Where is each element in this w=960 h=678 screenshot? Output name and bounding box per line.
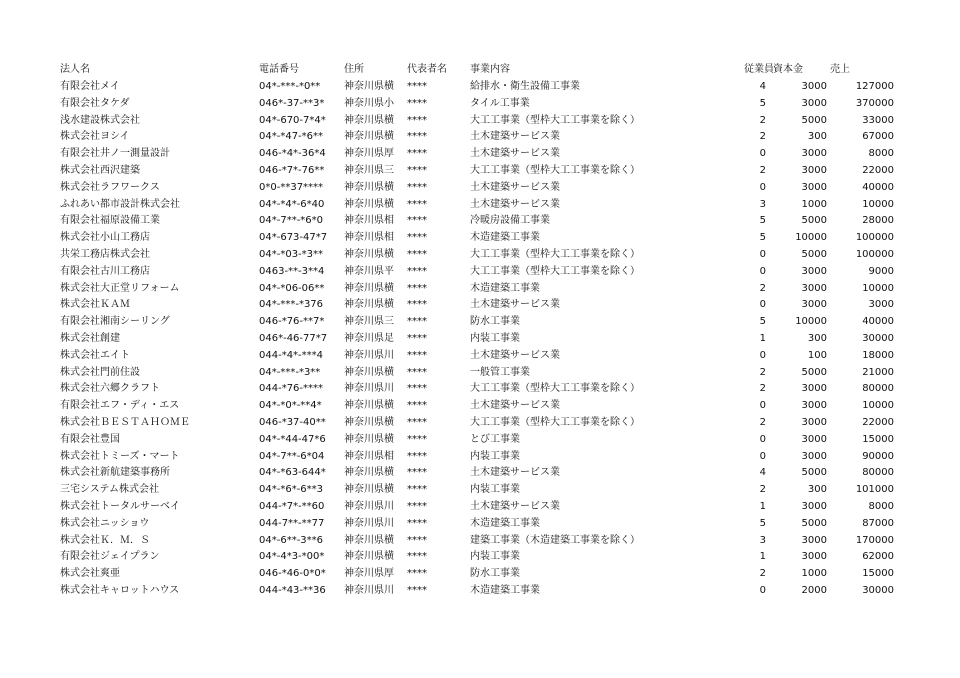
representative-cell: **** xyxy=(407,501,427,512)
address-cell: 神奈川県横 xyxy=(344,484,394,496)
representative-cell: **** xyxy=(407,165,427,176)
table-row xyxy=(0,380,960,397)
sales-cell: 30000 xyxy=(862,333,894,344)
employees-cell: 5 xyxy=(759,215,766,227)
address-cell: 神奈川県横 xyxy=(344,417,394,428)
table-row xyxy=(0,582,960,599)
company-name-cell: 三宅システム株式会社 xyxy=(60,484,159,496)
address-cell: 神奈川県川 xyxy=(344,349,394,361)
business-cell: タイル工事業 xyxy=(470,97,530,109)
table-row xyxy=(0,128,960,145)
business-cell: 内装工事業 xyxy=(470,484,520,496)
capital-cell: 1000 xyxy=(801,568,827,580)
capital-cell: 3000 xyxy=(801,551,827,563)
company-name-cell: 株式会社創建 xyxy=(60,333,120,344)
sales-cell: 22000 xyxy=(862,165,894,176)
company-name-cell: 株式会社西沢建築 xyxy=(60,165,140,176)
employees-cell: 2 xyxy=(759,131,766,143)
company-name-cell: 株式会社ＫＡＭ xyxy=(60,299,130,311)
table-row xyxy=(0,296,960,313)
sales-cell: 90000 xyxy=(862,450,894,462)
company-name-cell: 有限会社湘南シーリング xyxy=(60,316,170,328)
capital-cell: 3000 xyxy=(801,400,827,412)
company-name-cell: 株式会社トータルサーベイ xyxy=(60,501,180,512)
sales-cell: 127000 xyxy=(855,81,894,92)
tel-cell: 044-7**-**77 xyxy=(259,517,325,529)
capital-cell: 3000 xyxy=(801,265,827,277)
capital-cell: 3000 xyxy=(801,534,827,546)
table-row xyxy=(0,280,960,297)
address-cell: 神奈川県横 xyxy=(344,433,394,445)
header-capital: 資本金 xyxy=(773,64,803,75)
header-business: 事業内容 xyxy=(470,64,510,75)
employees-cell: 4 xyxy=(759,467,766,479)
representative-cell: **** xyxy=(407,114,427,126)
capital-cell: 3000 xyxy=(801,181,827,193)
tel-cell: 04*-*03-*3** xyxy=(259,249,324,260)
tel-cell: 04*-*47-*6** xyxy=(259,131,324,143)
employees-cell: 3 xyxy=(759,198,766,210)
sales-cell: 30000 xyxy=(862,585,894,596)
sales-cell: 15000 xyxy=(862,433,894,445)
capital-cell: 10000 xyxy=(795,316,827,328)
company-name-cell: 株式会社キャロットハウス xyxy=(60,585,180,596)
address-cell: 神奈川県横 xyxy=(344,181,394,193)
company-name-cell: 株式会社ＢＥＳＴＡＨＯＭＥ xyxy=(60,417,190,428)
tel-cell: 04*-7**-*6*0 xyxy=(259,215,324,227)
business-cell: 大工工事業（型枠大工工事業を除く） xyxy=(470,114,640,126)
business-cell: 防水工事業 xyxy=(470,316,520,328)
table-row xyxy=(0,515,960,532)
table-row xyxy=(0,397,960,414)
tel-cell: 04*-*63-644* xyxy=(259,467,326,479)
business-cell: 土木建築サービス業 xyxy=(470,501,560,512)
company-name-cell: 有限会社豊国 xyxy=(60,433,120,445)
table-row xyxy=(0,481,960,498)
tel-cell: 04*-*44-47*6 xyxy=(259,433,326,445)
tel-cell: 04*-*06-06** xyxy=(259,282,325,294)
business-cell: 防水工事業 xyxy=(470,568,520,580)
business-cell: 一般管工事業 xyxy=(470,366,530,378)
tel-cell: 044-*7*-**60 xyxy=(259,501,325,512)
tel-cell: 04*-***-*376 xyxy=(259,299,324,311)
business-cell: 土木建築サービス業 xyxy=(470,299,560,311)
company-name-cell: 株式会社ヨシイ xyxy=(60,131,130,143)
company-name-cell: 株式会社ラフワークス xyxy=(60,181,160,193)
sales-cell: 80000 xyxy=(862,383,894,395)
sales-cell: 15000 xyxy=(862,568,894,580)
business-cell: 木造建築工事業 xyxy=(470,517,540,529)
representative-cell: **** xyxy=(407,433,427,445)
representative-cell: **** xyxy=(407,333,427,344)
company-name-cell: 株式会社大正堂リフォーム xyxy=(60,282,180,294)
representative-cell: **** xyxy=(407,349,427,361)
address-cell: 神奈川県横 xyxy=(344,299,394,311)
address-cell: 神奈川県横 xyxy=(344,467,394,479)
sales-cell: 80000 xyxy=(862,467,894,479)
representative-cell: **** xyxy=(407,97,427,109)
company-name-cell: 有限会社メイ xyxy=(60,81,120,92)
representative-cell: **** xyxy=(407,400,427,412)
table-row xyxy=(0,330,960,347)
sales-cell: 33000 xyxy=(862,114,894,126)
employees-cell: 0 xyxy=(759,585,766,596)
sales-cell: 8000 xyxy=(868,148,894,160)
capital-cell: 3000 xyxy=(801,282,827,294)
company-name-cell: 浅水建設株式会社 xyxy=(60,114,140,126)
business-cell: 土木建築サービス業 xyxy=(470,181,560,193)
employees-cell: 3 xyxy=(759,534,766,546)
tel-cell: 0*0-**37**** xyxy=(259,181,324,193)
employees-cell: 2 xyxy=(759,383,766,395)
table-row xyxy=(0,532,960,549)
representative-cell: **** xyxy=(407,148,427,160)
address-cell: 神奈川県横 xyxy=(344,282,394,294)
capital-cell: 300 xyxy=(807,333,827,344)
table-row xyxy=(0,196,960,213)
header-employees: 従業員 xyxy=(744,64,774,75)
tel-cell: 044-*76-**** xyxy=(259,383,324,395)
capital-cell: 5000 xyxy=(801,114,827,126)
tel-cell: 046*-37-**3* xyxy=(259,97,325,109)
table-row xyxy=(0,364,960,381)
sales-cell: 370000 xyxy=(855,97,894,109)
representative-cell: **** xyxy=(407,568,427,580)
representative-cell: **** xyxy=(407,265,427,277)
company-name-cell: 株式会社新航建築事務所 xyxy=(60,467,170,479)
tel-cell: 04*-670-7*4* xyxy=(259,114,326,126)
table-row xyxy=(0,179,960,196)
business-cell: 大工工事業（型枠大工工事業を除く） xyxy=(470,165,640,176)
capital-cell: 5000 xyxy=(801,249,827,260)
tel-cell: 044-*43-**36 xyxy=(259,585,326,596)
business-cell: 土木建築サービス業 xyxy=(470,198,560,210)
business-cell: 内装工事業 xyxy=(470,551,520,563)
representative-cell: **** xyxy=(407,585,427,596)
company-name-cell: 有限会社古川工務店 xyxy=(60,265,150,277)
tel-cell: 04*-***-*3** xyxy=(259,366,321,378)
representative-cell: **** xyxy=(407,450,427,462)
table-row xyxy=(0,112,960,129)
sales-cell: 8000 xyxy=(868,501,894,512)
capital-cell: 3000 xyxy=(801,165,827,176)
company-name-cell: 有限会社タケダ xyxy=(60,97,130,109)
representative-cell: **** xyxy=(407,467,427,479)
table-row xyxy=(0,229,960,246)
sales-cell: 67000 xyxy=(862,131,894,143)
company-name-cell: 株式会社エイト xyxy=(60,349,130,361)
address-cell: 神奈川県川 xyxy=(344,585,394,596)
business-cell: 給排水・衛生設備工事業 xyxy=(470,81,580,92)
address-cell: 神奈川県厚 xyxy=(344,568,394,580)
tel-cell: 04*-*0*-**4* xyxy=(259,400,322,412)
business-cell: 大工工事業（型枠大工工事業を除く） xyxy=(470,417,640,428)
address-cell: 神奈川県横 xyxy=(344,131,394,143)
sales-cell: 10000 xyxy=(862,198,894,210)
capital-cell: 3000 xyxy=(801,97,827,109)
sales-cell: 10000 xyxy=(862,282,894,294)
representative-cell: **** xyxy=(407,131,427,143)
address-cell: 神奈川県横 xyxy=(344,551,394,563)
tel-cell: 044-*4*-***4 xyxy=(259,349,324,361)
header-tel: 電話番号 xyxy=(259,64,299,75)
tel-cell: 046-*4*-36*4 xyxy=(259,148,326,160)
address-cell: 神奈川県相 xyxy=(344,232,394,244)
table-row xyxy=(0,347,960,364)
tel-cell: 046*-46-77*7 xyxy=(259,333,328,344)
address-cell: 神奈川県横 xyxy=(344,400,394,412)
representative-cell: **** xyxy=(407,517,427,529)
business-cell: 土木建築サービス業 xyxy=(470,349,560,361)
representative-cell: **** xyxy=(407,232,427,244)
representative-cell: **** xyxy=(407,383,427,395)
representative-cell: **** xyxy=(407,81,427,92)
sales-cell: 22000 xyxy=(862,417,894,428)
company-name-cell: 有限会社福原設備工業 xyxy=(60,215,160,227)
business-cell: とび工事業 xyxy=(470,433,520,445)
address-cell: 神奈川県川 xyxy=(344,383,394,395)
employees-cell: 0 xyxy=(759,148,766,160)
capital-cell: 3000 xyxy=(801,81,827,92)
sales-cell: 9000 xyxy=(868,265,894,277)
business-cell: 木造建築工事業 xyxy=(470,282,540,294)
representative-cell: **** xyxy=(407,215,427,227)
header-sales: 売上 xyxy=(830,64,850,75)
employees-cell: 5 xyxy=(759,316,766,328)
tel-cell: 0463-**-3**4 xyxy=(259,265,325,277)
business-cell: 建築工事業（木造建築工事業を除く） xyxy=(470,534,640,546)
address-cell: 神奈川県横 xyxy=(344,534,394,546)
representative-cell: **** xyxy=(407,417,427,428)
address-cell: 神奈川県横 xyxy=(344,114,394,126)
address-cell: 神奈川県厚 xyxy=(344,148,394,160)
business-cell: 土木建築サービス業 xyxy=(470,148,560,160)
table-row xyxy=(0,448,960,465)
tel-cell: 046-*76-**7* xyxy=(259,316,325,328)
address-cell: 神奈川県相 xyxy=(344,450,394,462)
address-cell: 神奈川県川 xyxy=(344,501,394,512)
address-cell: 神奈川県横 xyxy=(344,81,394,92)
sales-cell: 100000 xyxy=(855,232,894,244)
business-cell: 土木建築サービス業 xyxy=(470,131,560,143)
sales-cell: 3000 xyxy=(868,299,894,311)
employees-cell: 0 xyxy=(759,249,766,260)
capital-cell: 5000 xyxy=(801,215,827,227)
representative-cell: **** xyxy=(407,181,427,193)
capital-cell: 5000 xyxy=(801,467,827,479)
table-row xyxy=(0,313,960,330)
employees-cell: 0 xyxy=(759,349,766,361)
address-cell: 神奈川県平 xyxy=(344,265,394,277)
capital-cell: 3000 xyxy=(801,148,827,160)
table-row xyxy=(0,565,960,582)
sales-cell: 40000 xyxy=(862,316,894,328)
tel-cell: 046-*46-0*0* xyxy=(259,568,326,580)
representative-cell: **** xyxy=(407,534,427,546)
company-name-cell: 有限会社エフ・ディ・エス xyxy=(60,400,180,412)
sales-cell: 170000 xyxy=(855,534,894,546)
address-cell: 神奈川県三 xyxy=(344,316,394,328)
tel-cell: 04*-673-47*7 xyxy=(259,232,328,244)
table-row xyxy=(0,246,960,263)
address-cell: 神奈川県横 xyxy=(344,198,394,210)
tel-cell: 04*-*6*-6**3 xyxy=(259,484,324,496)
company-name-cell: 株式会社門前住設 xyxy=(60,366,140,378)
capital-cell: 3000 xyxy=(801,417,827,428)
tel-cell: 04*-4*3-*00* xyxy=(259,551,325,563)
company-name-cell: ふれあい都市設計株式会社 xyxy=(60,198,180,210)
sales-cell: 10000 xyxy=(862,400,894,412)
company-name-cell: 株式会社ニッショウ xyxy=(60,517,150,529)
employees-cell: 0 xyxy=(759,433,766,445)
address-cell: 神奈川県横 xyxy=(344,366,394,378)
representative-cell: **** xyxy=(407,198,427,210)
company-name-cell: 株式会社トミーズ・マート xyxy=(60,450,180,462)
capital-cell: 3000 xyxy=(801,299,827,311)
capital-cell: 3000 xyxy=(801,383,827,395)
address-cell: 神奈川県足 xyxy=(344,333,394,344)
employees-cell: 4 xyxy=(759,81,766,92)
tel-cell: 046-*7*-76** xyxy=(259,165,325,176)
employees-cell: 0 xyxy=(759,265,766,277)
employees-cell: 5 xyxy=(759,232,766,244)
company-name-cell: 共栄工務店株式会社 xyxy=(60,249,150,260)
capital-cell: 300 xyxy=(807,131,827,143)
table-row xyxy=(0,498,960,515)
header-address: 住所 xyxy=(344,64,364,75)
address-cell: 神奈川県小 xyxy=(344,97,394,109)
table-row xyxy=(0,95,960,112)
business-cell: 大工工事業（型枠大工工事業を除く） xyxy=(470,383,640,395)
capital-cell: 3000 xyxy=(801,450,827,462)
sales-cell: 21000 xyxy=(862,366,894,378)
address-cell: 神奈川県三 xyxy=(344,165,394,176)
table-row xyxy=(0,78,960,95)
representative-cell: **** xyxy=(407,551,427,563)
header-name: 法人名 xyxy=(60,64,90,75)
employees-cell: 0 xyxy=(759,400,766,412)
business-cell: 木造建築工事業 xyxy=(470,585,540,596)
business-cell: 土木建築サービス業 xyxy=(470,400,560,412)
employees-cell: 5 xyxy=(759,517,766,529)
sales-cell: 18000 xyxy=(862,349,894,361)
employees-cell: 1 xyxy=(759,551,766,563)
company-name-cell: 株式会社Ｋ．Ｍ．Ｓ xyxy=(60,534,150,546)
table-row xyxy=(0,263,960,280)
capital-cell: 300 xyxy=(807,484,827,496)
employees-cell: 2 xyxy=(759,165,766,176)
capital-cell: 10000 xyxy=(795,232,827,244)
sales-cell: 40000 xyxy=(862,181,894,193)
table-row xyxy=(0,414,960,431)
tel-cell: 04*-7**-6*04 xyxy=(259,450,325,462)
business-cell: 大工工事業（型枠大工工事業を除く） xyxy=(470,249,640,260)
representative-cell: **** xyxy=(407,249,427,260)
employees-cell: 2 xyxy=(759,417,766,428)
representative-cell: **** xyxy=(407,299,427,311)
capital-cell: 5000 xyxy=(801,366,827,378)
sales-cell: 101000 xyxy=(855,484,894,496)
table-row xyxy=(0,145,960,162)
employees-cell: 5 xyxy=(759,97,766,109)
capital-cell: 3000 xyxy=(801,433,827,445)
tel-cell: 04*-6**-3**6 xyxy=(259,534,324,546)
table-row xyxy=(0,548,960,565)
company-name-cell: 有限会社ジェイプラン xyxy=(60,551,160,563)
sales-cell: 100000 xyxy=(855,249,894,260)
employees-cell: 2 xyxy=(759,114,766,126)
business-cell: 木造建築工事業 xyxy=(470,232,540,244)
sales-cell: 62000 xyxy=(862,551,894,563)
employees-cell: 0 xyxy=(759,450,766,462)
representative-cell: **** xyxy=(407,484,427,496)
employees-cell: 0 xyxy=(759,181,766,193)
employees-cell: 1 xyxy=(759,501,766,512)
business-cell: 内装工事業 xyxy=(470,450,520,462)
employees-cell: 0 xyxy=(759,299,766,311)
representative-cell: **** xyxy=(407,316,427,328)
table-row xyxy=(0,464,960,481)
table-row xyxy=(0,212,960,229)
business-cell: 内装工事業 xyxy=(470,333,520,344)
capital-cell: 100 xyxy=(807,349,827,361)
capital-cell: 3000 xyxy=(801,501,827,512)
business-cell: 土木建築サービス業 xyxy=(470,467,560,479)
header-representative: 代表者名 xyxy=(407,64,447,75)
tel-cell: 04*-***-*0** xyxy=(259,81,321,92)
sales-cell: 28000 xyxy=(862,215,894,227)
table-row xyxy=(0,162,960,179)
company-name-cell: 株式会社小山工務店 xyxy=(60,232,150,244)
employees-cell: 1 xyxy=(759,333,766,344)
capital-cell: 2000 xyxy=(801,585,827,596)
company-name-cell: 株式会社六郷クラフト xyxy=(60,383,160,395)
employees-cell: 2 xyxy=(759,484,766,496)
table-row xyxy=(0,431,960,448)
employees-cell: 2 xyxy=(759,568,766,580)
address-cell: 神奈川県横 xyxy=(344,249,394,260)
business-cell: 大工工事業（型枠大工工事業を除く） xyxy=(470,265,640,277)
sales-cell: 87000 xyxy=(862,517,894,529)
representative-cell: **** xyxy=(407,282,427,294)
address-cell: 神奈川県川 xyxy=(344,517,394,529)
address-cell: 神奈川県相 xyxy=(344,215,394,227)
representative-cell: **** xyxy=(407,366,427,378)
header-row xyxy=(0,61,960,78)
company-name-cell: 有限会社井ノ一測量設計 xyxy=(60,148,170,160)
capital-cell: 5000 xyxy=(801,517,827,529)
employees-cell: 2 xyxy=(759,366,766,378)
tel-cell: 046-*37-40** xyxy=(259,417,326,428)
employees-cell: 2 xyxy=(759,282,766,294)
tel-cell: 04*-*4*-6*40 xyxy=(259,198,325,210)
company-name-cell: 株式会社爽亜 xyxy=(60,568,120,580)
capital-cell: 1000 xyxy=(801,198,827,210)
business-cell: 冷暖房設備工事業 xyxy=(470,215,550,227)
